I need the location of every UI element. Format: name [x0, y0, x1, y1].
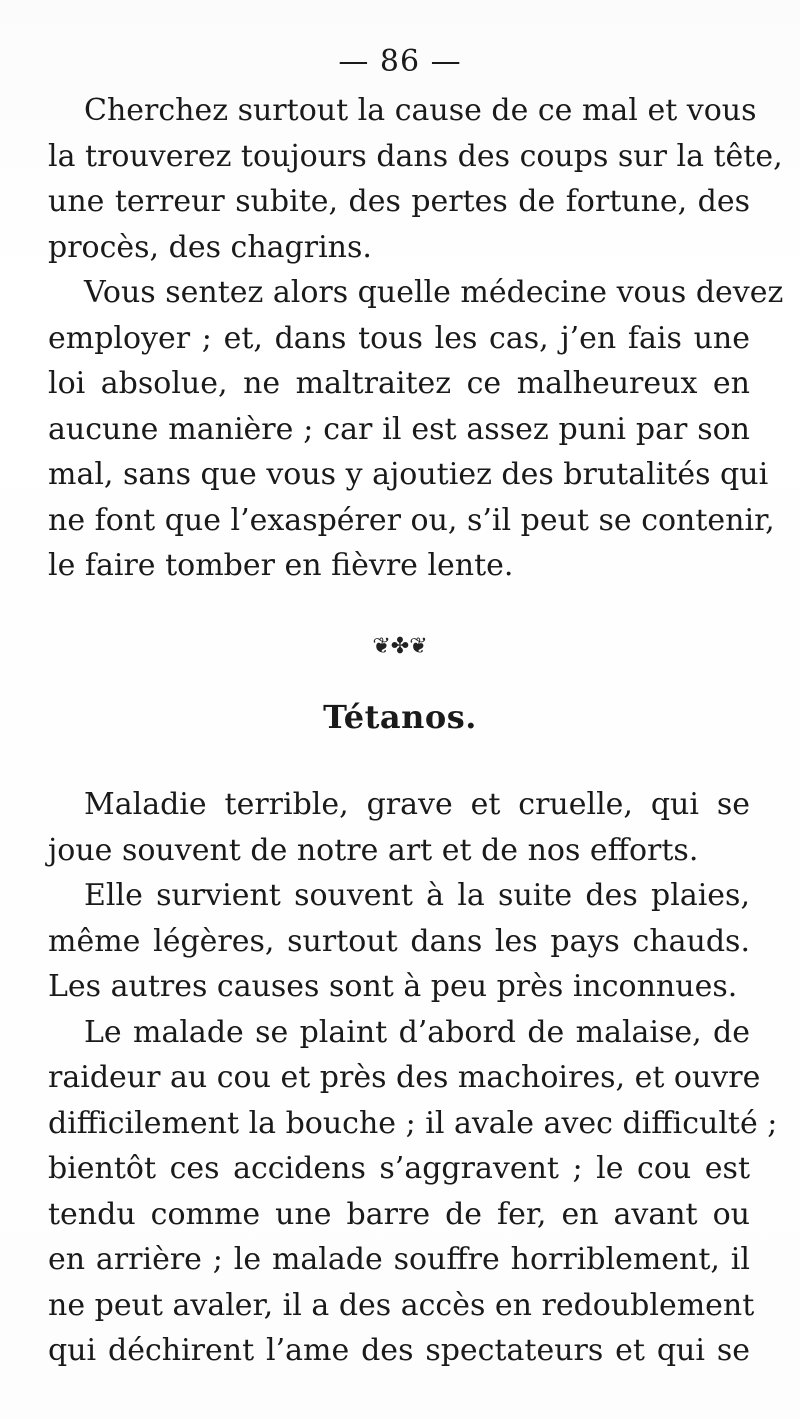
text-line: ne font que l’exaspérer ou, s’il peut se contenir, [48, 502, 775, 538]
text-after-section [48, 782, 778, 1374]
text-line: joue souvent de notre art et de nos efforts. [48, 832, 699, 868]
paragraph [48, 270, 784, 589]
text-line: difficilement la bouche ; il avale avec difficulté ; [48, 1105, 778, 1141]
text-line: employer ; et, dans tous les cas, j’en fais une [48, 320, 750, 356]
paragraph [48, 88, 783, 270]
text-line: en arrière ; le malade souffre horriblement, il [48, 1242, 750, 1277]
text-line: Cherchez surtout la cause de ce mal et vous [84, 93, 757, 128]
paragraph [48, 873, 750, 1010]
text-line: Elle survient souvent à la suite des plaies, [84, 878, 750, 913]
text-line: aucune manière ; car il est assez puni par son [48, 411, 750, 447]
section-ornament: ❦✤❦ [372, 634, 428, 659]
text-line: raideur au cou et près des machoires, et ouvre [48, 1060, 761, 1095]
text-line: ne peut avaler, il a des accès en redoublement [48, 1287, 755, 1323]
section-title: Tétanos. [323, 698, 477, 736]
text-line: Les autres causes sont à peu près inconnues. [48, 969, 738, 1004]
text-line: loi absolue, ne maltraitez ce malheureux en [48, 366, 750, 401]
text-line: Maladie terrible, grave et cruelle, qui se [84, 787, 750, 822]
text-line: Vous sentez alors quelle médecine vous devez [84, 275, 784, 310]
text-line: Le malade se plaint d’abord de malaise, de [84, 1014, 750, 1050]
page-number: — 86 — [338, 44, 462, 79]
text-before-section [48, 88, 784, 589]
text-line: une terreur subite, des pertes de fortune, des [48, 184, 750, 219]
text-line: le faire tomber en fièvre lente. [48, 548, 514, 583]
text-line: la trouverez toujours dans des coups sur la tête, [48, 138, 783, 174]
text-line: même légères, surtout dans les pays chauds. [48, 923, 750, 959]
text-line: procès, des chagrins. [48, 229, 372, 265]
text-line: tendu comme une barre de fer, en avant ou [48, 1196, 750, 1232]
text-line: bientôt ces accidens s’aggravent ; le cou est [48, 1151, 750, 1186]
text-line: qui déchirent l’ame des spectateurs et qui se [48, 1333, 750, 1368]
text-line: mal, sans que vous y ajoutiez des brutalités qui [48, 457, 769, 492]
paragraph [48, 782, 750, 873]
paragraph [48, 1010, 778, 1374]
